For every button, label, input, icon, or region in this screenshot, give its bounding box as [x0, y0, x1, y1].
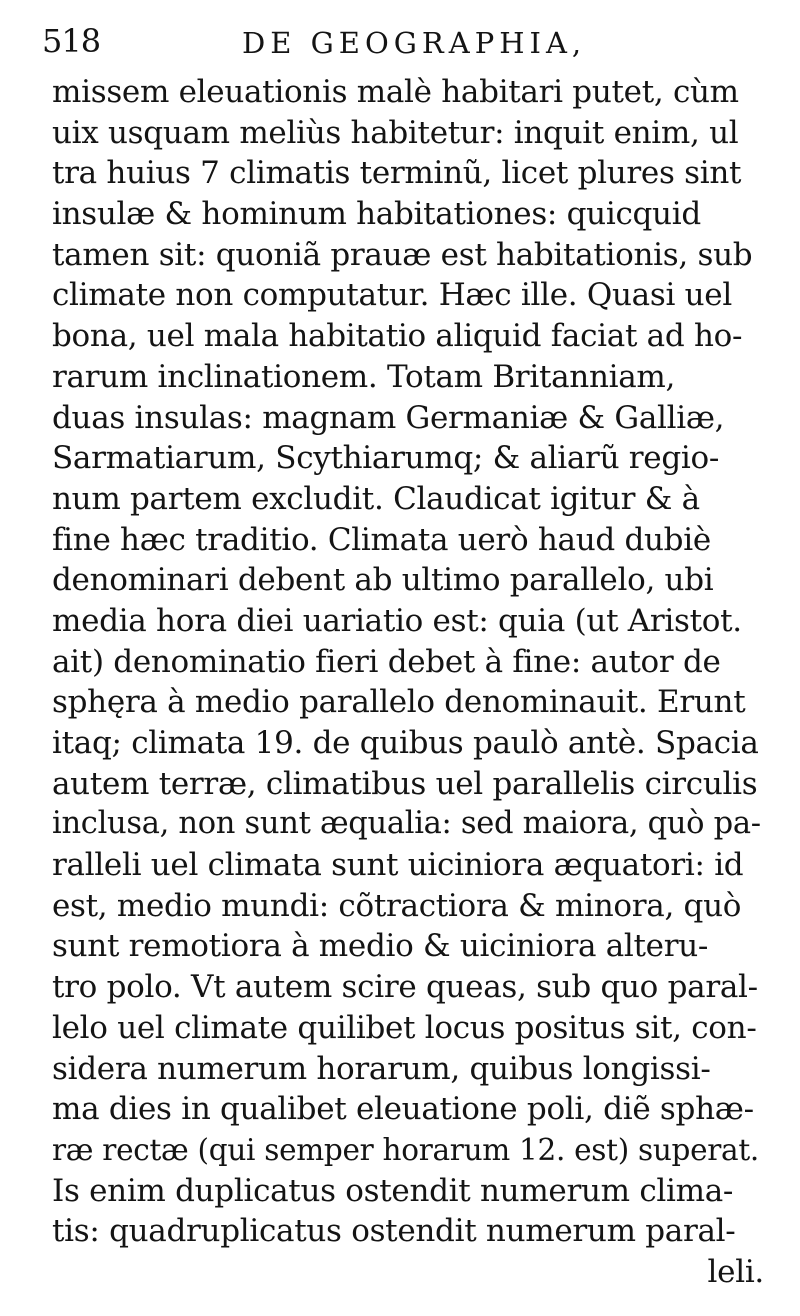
- running-head: DE GEOGRAPHIA,: [242, 26, 587, 60]
- text-line: num partem excludit. Claudicat igitur & à: [52, 480, 700, 517]
- body-text: [52, 72, 770, 1293]
- text-line: insulæ & hominum habitationes: quicquid: [52, 196, 701, 233]
- text-line: autem terræ, climatibus uel parallelis circulis: [52, 765, 758, 802]
- text-line: uix usquam meliùs habitetur: inquit enim, ul: [52, 114, 739, 151]
- text-line: tra huius 7 climatis terminũ, licet plures sint: [52, 155, 742, 192]
- text-line: itaq; climata 19. de quibus paulò antè. Spacia: [52, 725, 759, 761]
- text-line: rarum inclinationem. Totam Britanniam,: [52, 358, 676, 395]
- text-line-final: leli.: [707, 1253, 764, 1290]
- text-line: fine hæc traditio. Climata uerò haud dubiè: [52, 521, 711, 558]
- text-line: lelo uel climate quilibet locus positus sit, con-: [52, 1009, 757, 1046]
- text-line: ma dies in qualibet eleuatione poli, diẽ sphæ-: [52, 1091, 754, 1128]
- text-line: tamen sit: quoniã prauæ est habitationis, sub: [52, 236, 753, 273]
- text-line: media hora diei uariatio est: quia (ut Aristot.: [52, 602, 742, 639]
- text-line: est, medio mundi: cõtractiora & minora, quò: [52, 887, 742, 924]
- text-line: missem eleuationis malè habitari putet, cùm: [52, 74, 739, 110]
- text-line: sphęra à medio parallelo denominauit. Erunt: [52, 684, 746, 721]
- text-line: tro polo. Vt autem scire queas, sub quo paral-: [52, 969, 758, 1006]
- text-line: tis: quadruplicatus ostendit numerum paral-: [52, 1213, 736, 1250]
- text-line: sidera numerum horarum, quibus longissi-: [52, 1050, 711, 1087]
- page-number: 518: [42, 22, 101, 60]
- text-line: climate non computatur. Hæc ille. Quasi uel: [52, 277, 732, 314]
- text-line: duas insulas: magnam Germaniæ & Galliæ,: [52, 399, 725, 436]
- page-header: [40, 14, 760, 64]
- text-line: ræ rectæ (qui semper horarum 12. est) superat.: [52, 1132, 759, 1167]
- text-line: inclusa, non sunt æqualia: sed maiora, quò pa-: [52, 806, 761, 842]
- text-line: ralleli uel climata sunt uiciniora æquatori: id: [52, 847, 744, 884]
- text-line: bona, uel mala habitatio aliquid faciat ad ho-: [52, 318, 743, 355]
- text-line: Sarmatiarum, Scythiarumq; & aliarũ regio-: [52, 440, 720, 477]
- text-line: sunt remotiora à medio & uiciniora alteru-: [52, 928, 709, 965]
- text-line: denominari debent ab ultimo parallelo, ubi: [52, 562, 714, 599]
- text-line: ait) denominatio fieri debet à fine: autor de: [52, 643, 721, 680]
- text-line: Is enim duplicatus ostendit numerum clima-: [52, 1172, 734, 1209]
